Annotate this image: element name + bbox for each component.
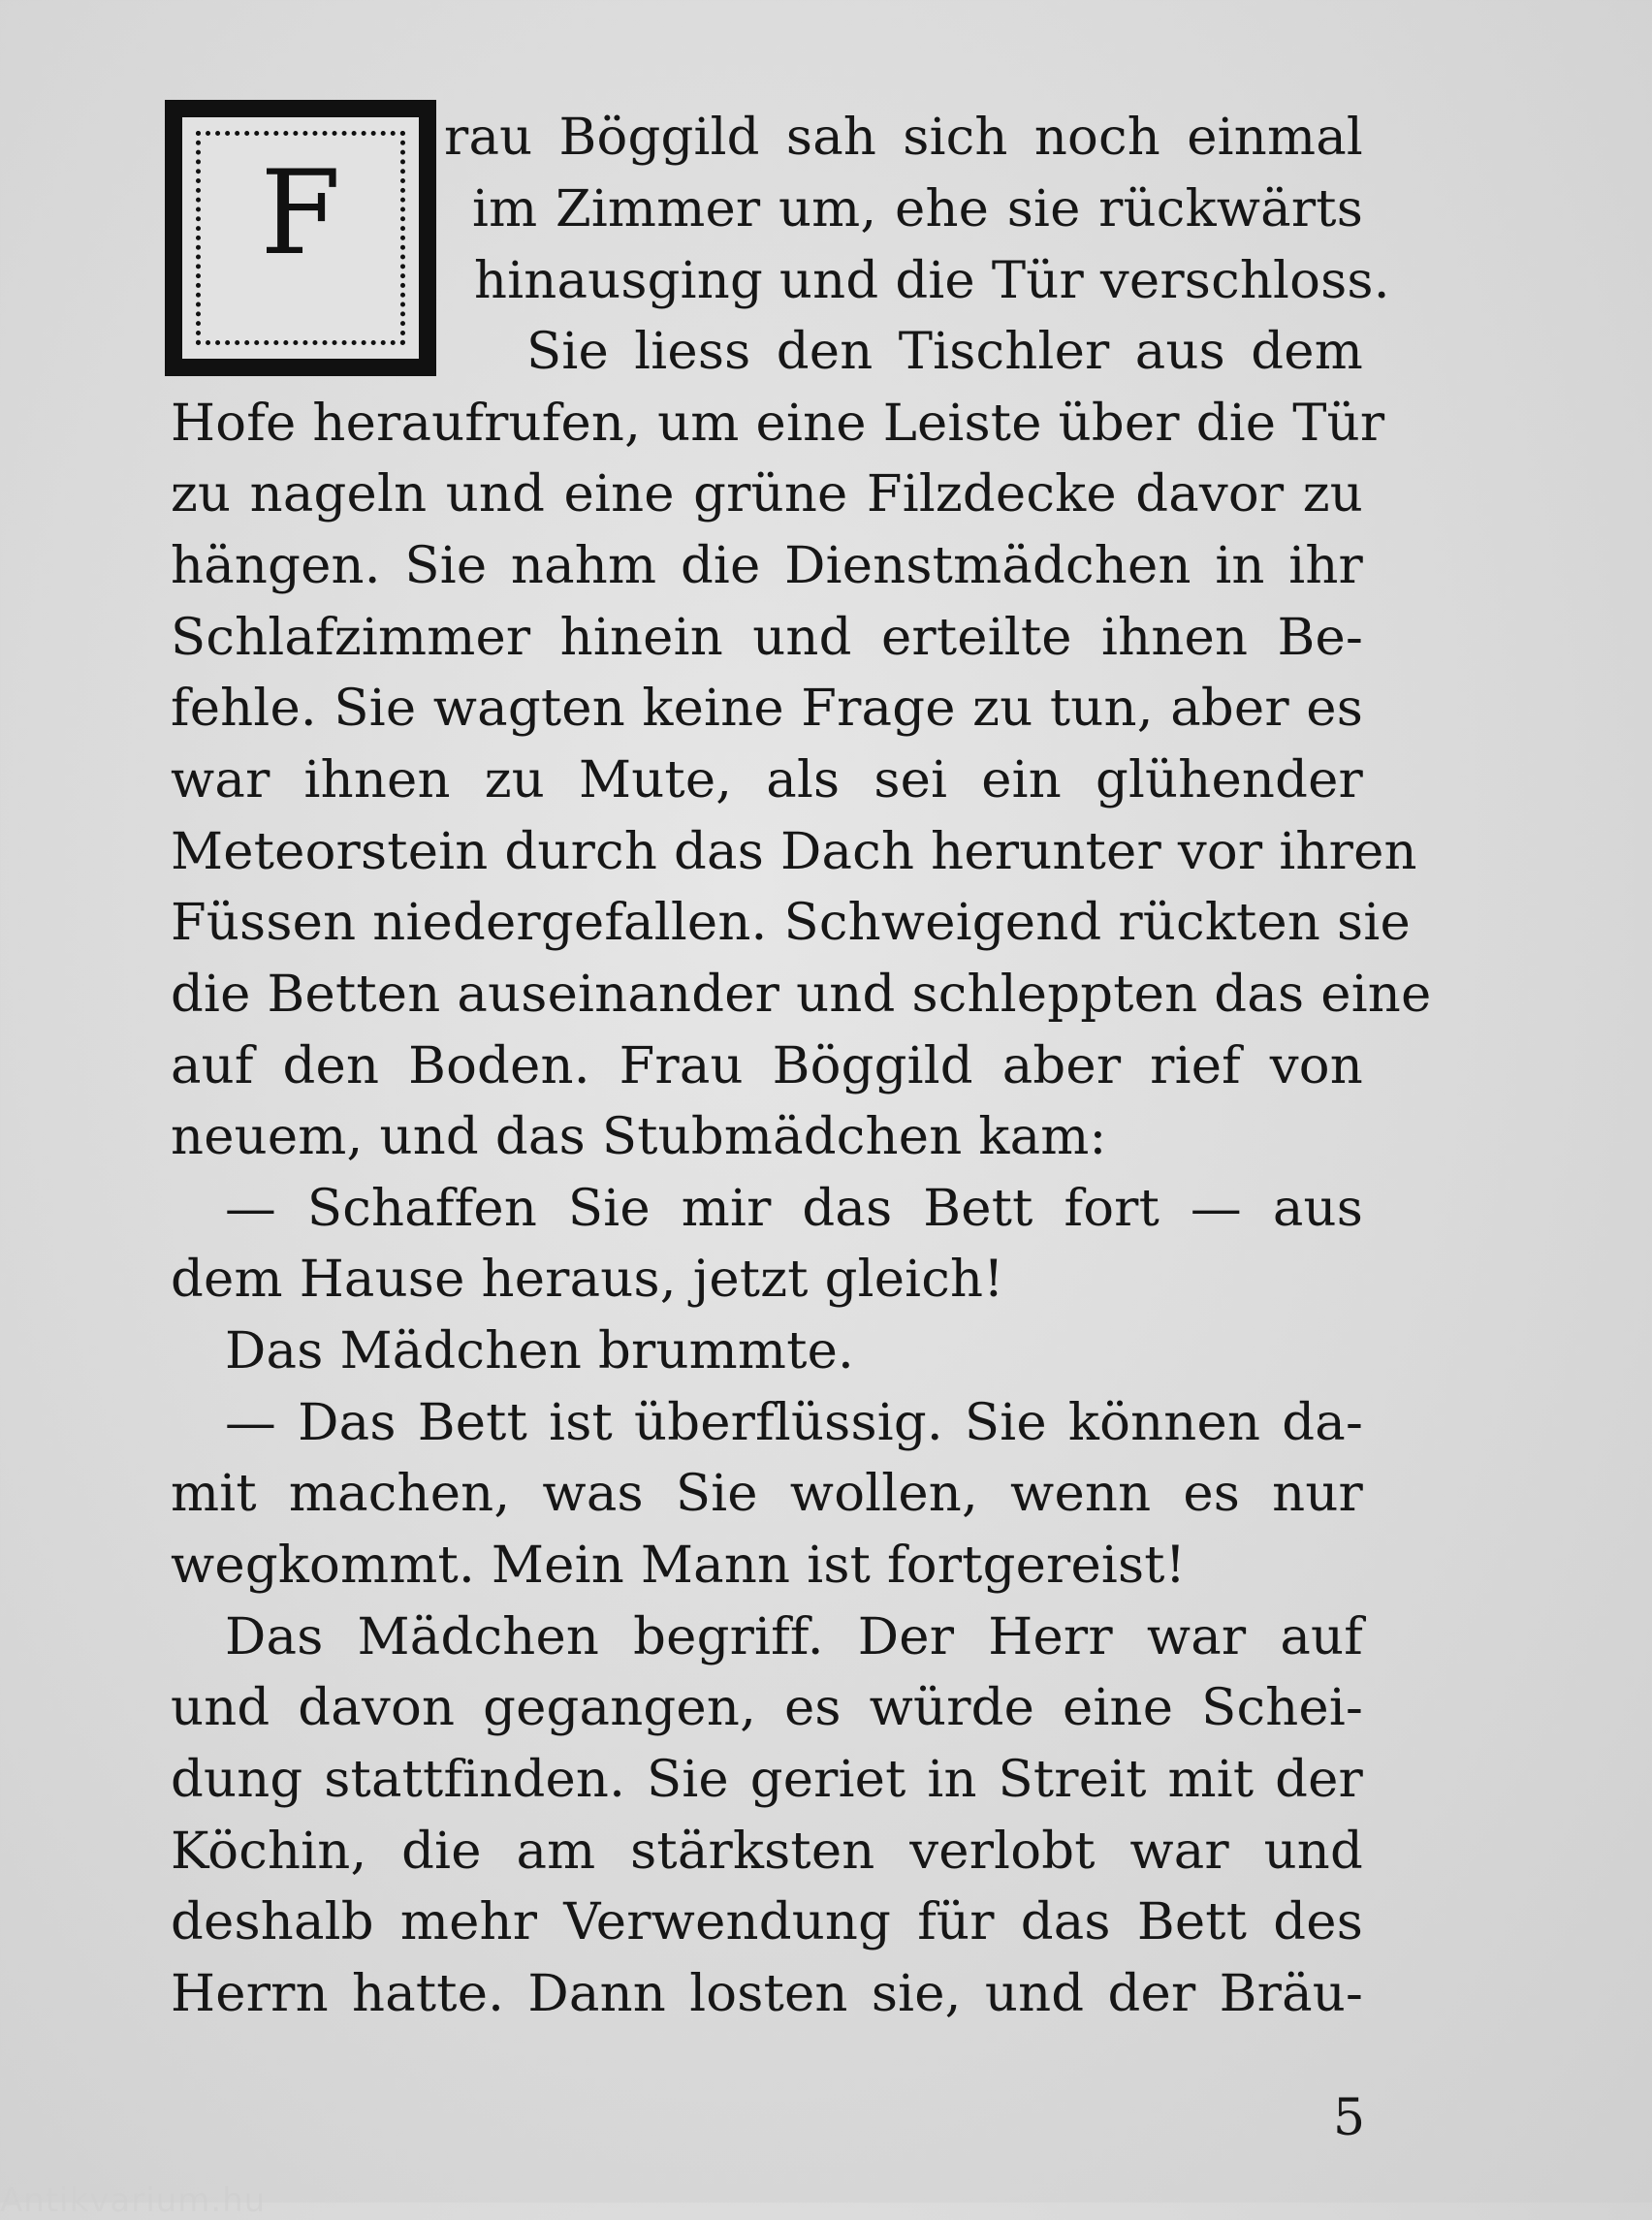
text-line: Schlafzimmer hinein und erteilte ihnen Be- xyxy=(171,608,1363,667)
text-line: wegkommt. Mein Mann ist fortgereist! xyxy=(171,1536,1187,1595)
text-line: — Das Bett ist überflüssig. Sie können da- xyxy=(225,1393,1363,1452)
text-line: zu nageln und eine grüne Filzdecke davor zu xyxy=(171,464,1363,523)
text-line: fehle. Sie wagten keine Frage zu tun, aber es xyxy=(171,679,1363,738)
text-line: war ihnen zu Mute, als sei ein glühender xyxy=(171,750,1363,809)
text-line: hinausging und die Tür verschloss. xyxy=(474,251,1390,310)
text-line: Hofe heraufrufen, um eine Leiste über die Tür xyxy=(171,394,1385,453)
text-line: Herrn hatte. Dann losten sie, und der Bräu- xyxy=(171,1964,1363,2023)
text-line: Das Mädchen begriff. Der Herr war auf xyxy=(225,1607,1363,1666)
text-line: Das Mädchen brummte. xyxy=(225,1321,855,1380)
text-line: Meteorstein durch das Dach herunter vor ihren xyxy=(171,822,1417,881)
text-line: dung stattfinden. Sie geriet in Streit mit der xyxy=(171,1750,1363,1809)
text-line: Sie liess den Tischler aus dem xyxy=(526,322,1363,381)
text-line: die Betten auseinander und schleppten das eine xyxy=(171,965,1432,1024)
text-line: Füssen niedergefallen. Schweigend rückten sie xyxy=(171,893,1411,952)
text-line: deshalb mehr Verwendung für das Bett des xyxy=(171,1892,1363,1951)
text-line: — Schaffen Sie mir das Bett fort — aus xyxy=(225,1179,1363,1238)
text-line: dem Hause heraus, jetzt gleich! xyxy=(171,1250,1004,1309)
text-line: und davon gegangen, es würde eine Schei- xyxy=(171,1678,1363,1737)
text-line: rau Böggild sah sich noch einmal xyxy=(444,108,1363,167)
text-line: hängen. Sie nahm die Dienstmädchen in ihr xyxy=(171,536,1363,595)
watermark: Antikvarium.hu xyxy=(0,2181,267,2220)
text-line: im Zimmer um, ehe sie rückwärts xyxy=(472,179,1363,238)
text-line: auf den Boden. Frau Böggild aber rief von xyxy=(171,1036,1363,1095)
page-number: 5 xyxy=(1333,2089,1366,2147)
drop-cap-letter: F xyxy=(260,146,341,281)
text-line: Köchin, die am stärksten verlobt war und xyxy=(171,1822,1363,1881)
drop-cap-frame xyxy=(165,100,436,376)
text-line: neuem, und das Stubmädchen kam: xyxy=(171,1107,1107,1166)
text-line: mit machen, was Sie wollen, wenn es nur xyxy=(171,1464,1363,1523)
